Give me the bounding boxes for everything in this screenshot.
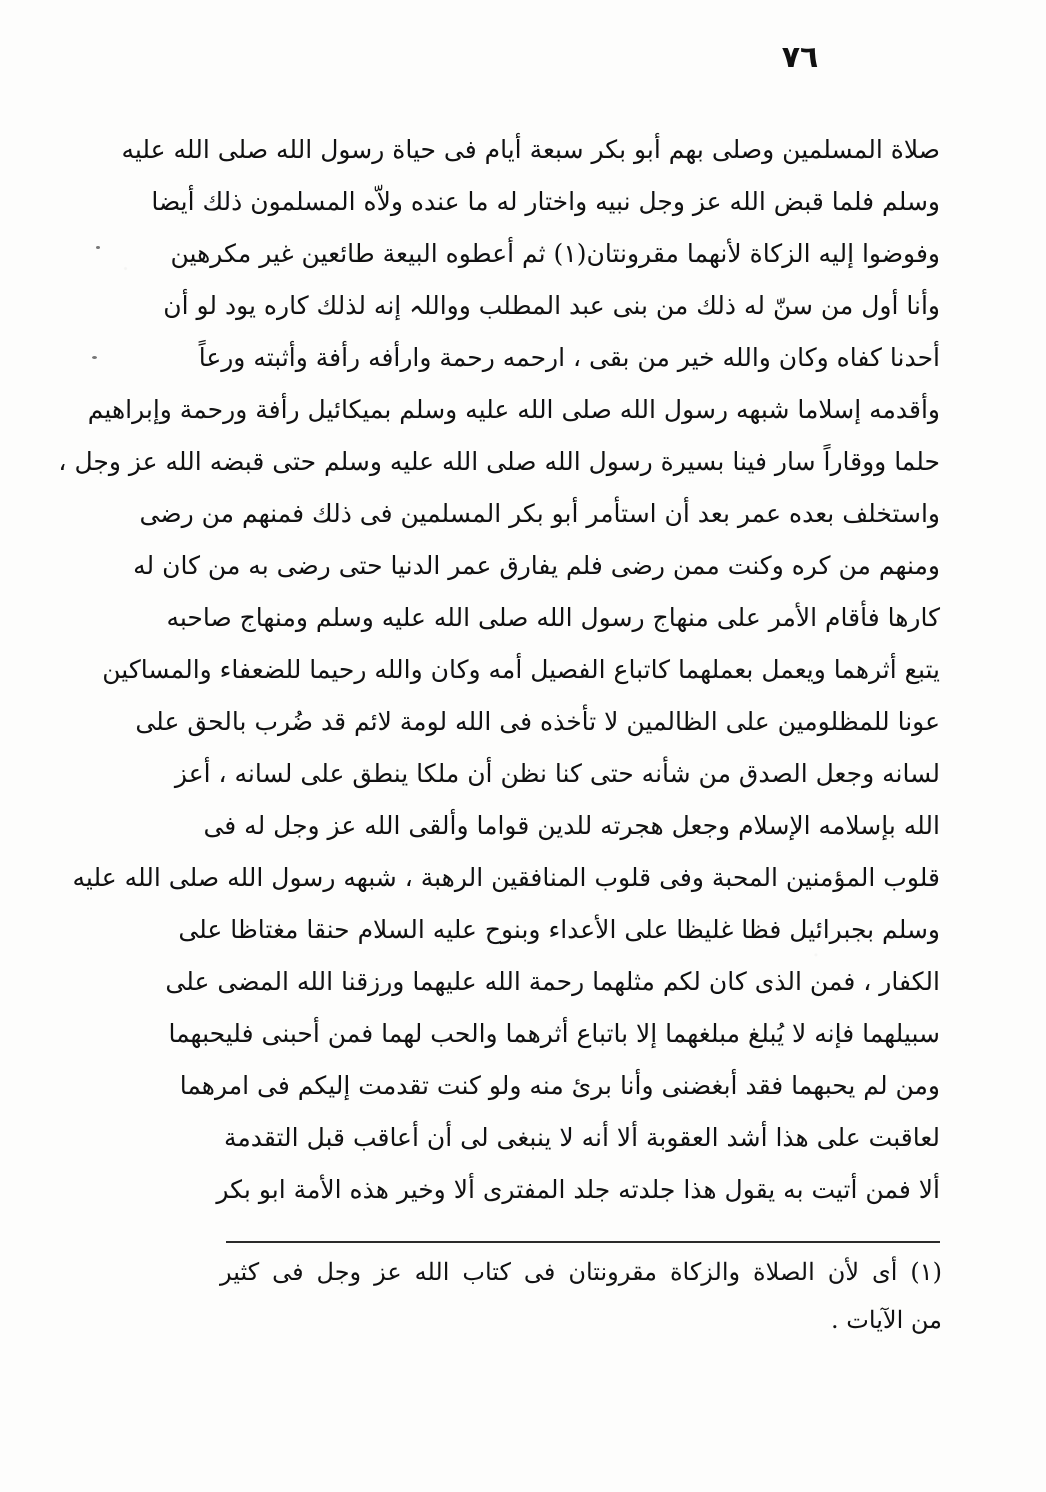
scan-speck (92, 356, 97, 359)
text-line: قلوب المؤمنين المحبة وفى قلوب المنافقين الرهبة ، شبهه رسول الله صلى الله عليه (72, 863, 940, 892)
text-line: أحدنا كفاه وكان والله خير من بقى ، ارحمه رحمة وارأفه رأفة وأثبته ورعاً (198, 343, 940, 372)
text-line: وأقدمه إسلاما شبهه رسول الله صلى الله عليه وسلم بميكائيل رأفة ورحمة وإبراهيم (87, 395, 940, 424)
text-line: يتبع أثرهما ويعمل بعملهما كاتباع الفصيل أمه وكان والله رحيما للضعفاء والمساكين (102, 655, 940, 684)
text-line: وفوضوا إليه الزكاة لأنهما مقرونتان(١) ثم أعطوه البيعة طائعين غير مكرهين (170, 239, 940, 268)
footnote (220, 1248, 942, 1344)
footnote-line: (١) أى لأن الصلاة والزكاة مقرونتان فى كتاب الله عز وجل فى كثير (220, 1258, 942, 1286)
text-line: واستخلف بعده عمر بعد أن استأمر أبو بكر المسلمين فى ذلك فمنهم من رضى (139, 499, 940, 528)
text-line: ومن لم يحبهما فقد أبغضنى وأنا برئ منه ولو كنت تقدمت إليكم فى امرهما (179, 1071, 940, 1100)
text-line: لعاقبت على هذا أشد العقوبة ألا أنه لا ينبغى لى أن أعاقب قبل التقدمة (223, 1123, 940, 1152)
text-line: ومنهم من كره وكنت ممن رضى فلم يفارق عمر الدنيا حتى رضى به من كان له (133, 551, 940, 580)
scan-speck (96, 246, 100, 249)
page-number: ٧٦ (781, 40, 819, 75)
text-line: كارها فأقام الأمر على منهاج رسول الله صلى الله عليه وسلم ومنهاج صاحبه (166, 603, 940, 632)
footnote-line: من الآيات . (831, 1306, 942, 1334)
text-line: الله بإسلامه الإسلام وجعل هجرته للدين قواما وألقى الله عز وجل له فى (203, 811, 940, 840)
text-line: ألا فمن أتيت به يقول هذا جلدته جلد المفترى ألا وخير هذه الأمة ابو بكر (216, 1175, 940, 1204)
body-text (58, 124, 940, 1216)
text-line: وأنا أول من سنّ له ذلك من بنى عبد المطلب وواللہ إنه لذلك كاره يود لو أن (163, 291, 940, 320)
text-line: وسلم بجبرائيل فظا غليظا على الأعداء وبنوح عليه السلام حنقا مغتاظا على (178, 915, 940, 944)
text-line: حلما ووقاراً سار فينا بسيرة رسول الله صلى الله عليه وسلم حتى قبضه الله عز وجل ، (58, 447, 940, 476)
text-line: سبيلهما فإنه لا يُبلغ مبلغهما إلا باتباع أثرهما والحب لهما فمن أحبنى فليحبهما (168, 1019, 940, 1048)
text-line: صلاة المسلمين وصلى بهم أبو بكر سبعة أيام فى حياة رسول الله صلى الله عليه (121, 135, 940, 164)
text-line: الكفار ، فمن الذى كان لكم مثلهما رحمة الله عليهما ورزقنا الله المضى على (165, 967, 940, 996)
text-line: وسلم فلما قبض الله عز وجل نبيه واختار له ما عنده ولاّه المسلمون ذلك أيضا (151, 187, 940, 216)
footnote-divider (226, 1241, 940, 1243)
text-line: عونا للمظلومين على الظالمين لا تأخذه فى الله لومة لائم قد ضُرب بالحق على (135, 707, 940, 736)
text-line: لسانه وجعل الصدق من شأنه حتى كنا نظن أن ملكا ينطق على لسانه ، أعز (174, 759, 940, 788)
